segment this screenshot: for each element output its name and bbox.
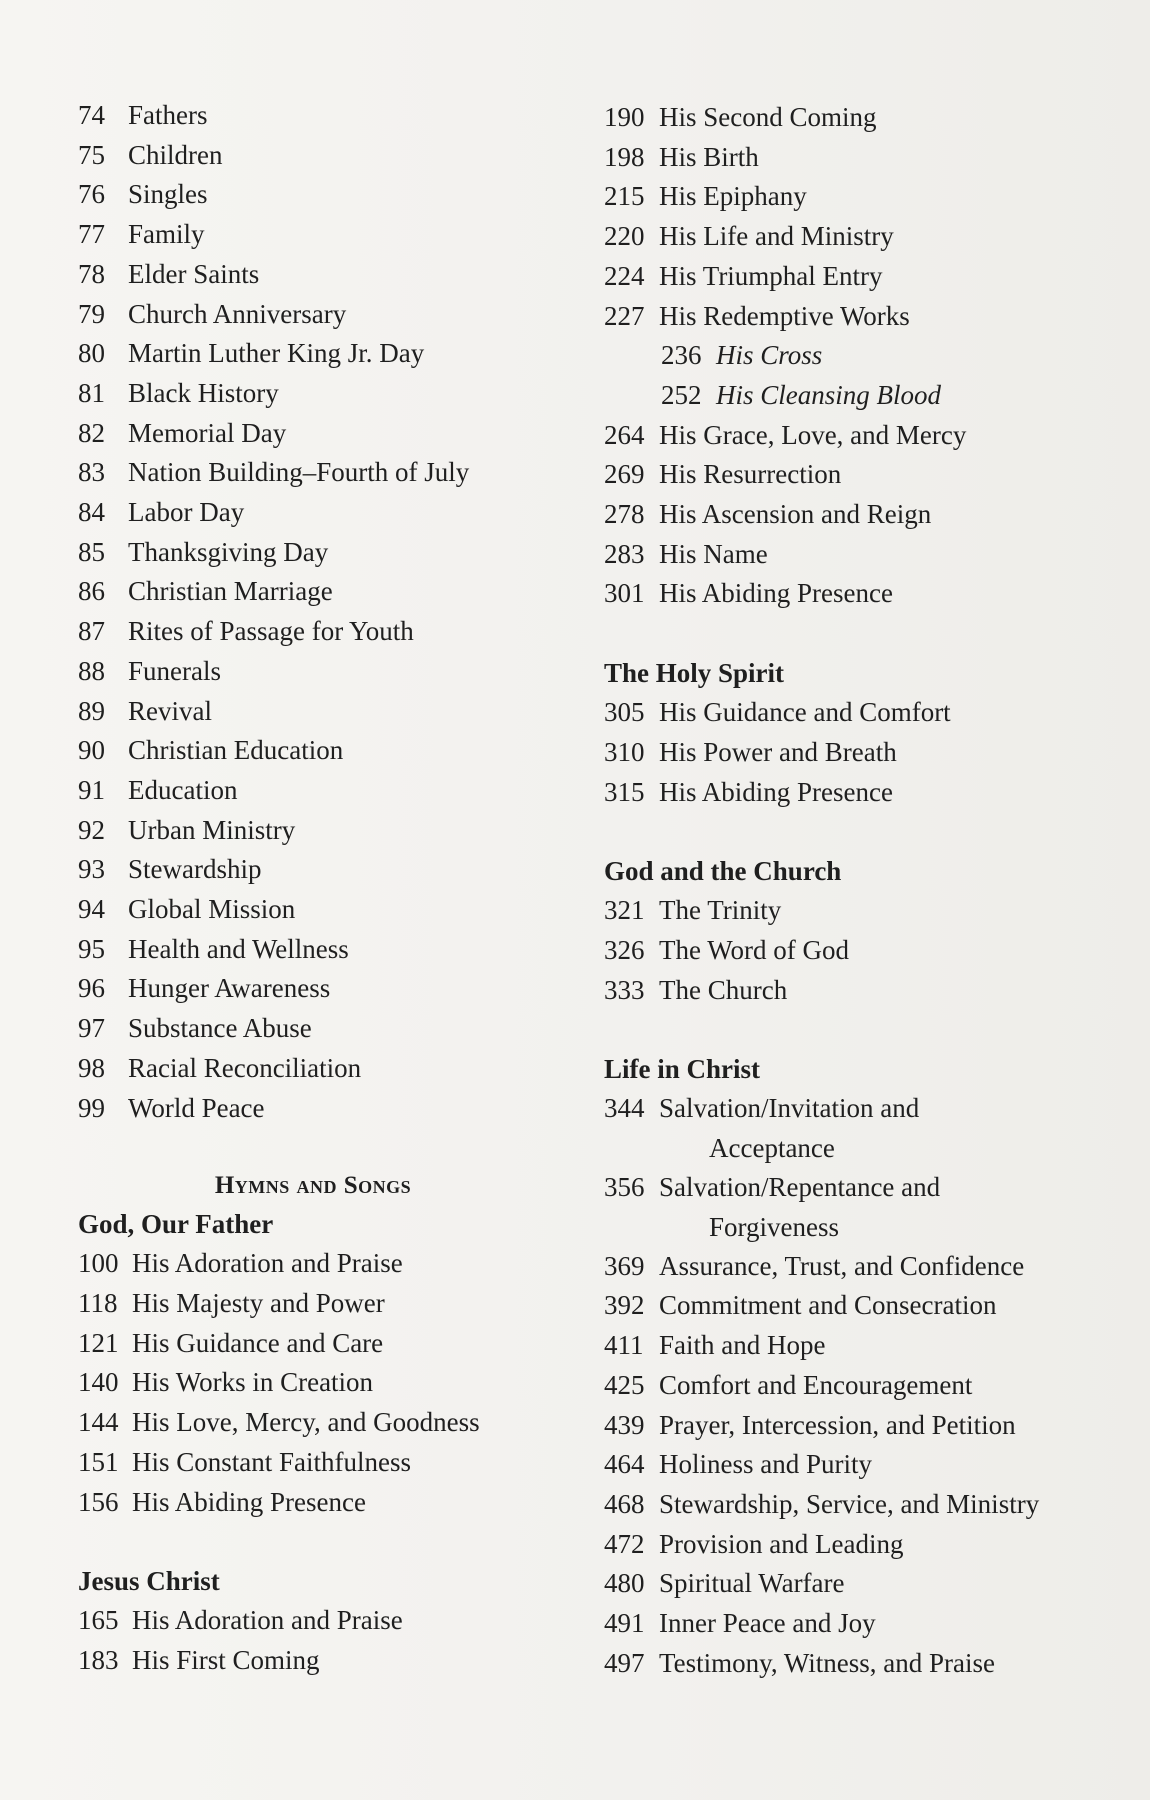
entry-title: Health and Wellness: [128, 933, 349, 964]
entry-number: 236: [661, 340, 702, 371]
entry-title: His Epiphany: [659, 181, 807, 212]
entry-number: 333: [604, 974, 645, 1005]
toc-entry: [78, 612, 548, 652]
toc-entry: [78, 1483, 548, 1523]
entry-number: 326: [604, 934, 645, 965]
entry-number: 86: [78, 576, 105, 607]
toc-entry: [78, 215, 548, 255]
toc-entry: [604, 1089, 1104, 1129]
toc-entry: [604, 733, 1104, 773]
entry-number: 301: [604, 578, 645, 609]
toc-entry: [78, 1601, 548, 1641]
entry-number: 118: [78, 1287, 118, 1318]
toc-entry: [604, 177, 1104, 217]
toc-entry: [604, 297, 1104, 337]
occasions-list: [78, 96, 548, 1128]
entry-number: 85: [78, 536, 105, 567]
toc-entry: [78, 1089, 548, 1129]
entry-number: 74: [78, 100, 105, 130]
jesus-christ-list-left: [78, 1601, 548, 1680]
entry-title: His Abiding Presence: [659, 578, 893, 609]
entry-title: His Redemptive Works: [659, 300, 910, 331]
entry-title: His Triumphal Entry: [659, 260, 883, 291]
entry-title: His Grace, Love, and Mercy: [659, 419, 967, 450]
entry-number: 425: [604, 1369, 645, 1400]
entry-title: Comfort and Encouragement: [659, 1369, 973, 1400]
entry-title: His Abiding Presence: [659, 776, 893, 807]
entry-number: 344: [604, 1093, 645, 1124]
toc-entry: [78, 533, 548, 573]
jesus-christ-list-right: [604, 98, 1104, 336]
entry-number: 83: [78, 457, 105, 488]
entry-number: 278: [604, 499, 645, 530]
entry-title: His Constant Faithfulness: [132, 1446, 412, 1477]
jesus-christ-heading: Jesus Christ: [78, 1566, 220, 1597]
entry-title-continuation: Acceptance: [709, 1133, 835, 1164]
entry-title: Revival: [128, 695, 212, 726]
entry-number: 99: [78, 1092, 105, 1123]
toc-entry: [78, 175, 548, 215]
entry-title: His Power and Breath: [659, 736, 897, 767]
entry-title: Rites of Passage for Youth: [128, 616, 414, 647]
toc-entry: [78, 930, 548, 970]
entry-number: 468: [604, 1488, 645, 1519]
entry-number: 497: [604, 1647, 645, 1678]
entry-title: Elder Saints: [128, 258, 260, 289]
toc-entry: [78, 771, 548, 811]
entry-title: Inner Peace and Joy: [659, 1608, 876, 1639]
entry-number: 305: [604, 697, 645, 728]
left-column: [78, 96, 548, 1681]
toc-entry: [78, 1641, 548, 1681]
entry-number: 464: [604, 1449, 645, 1480]
entry-title: Labor Day: [128, 497, 245, 528]
toc-entry: [78, 1009, 548, 1049]
entry-number: 491: [604, 1608, 645, 1639]
entry-number: 144: [78, 1407, 119, 1438]
toc-entry: [604, 1644, 1104, 1684]
entry-number: 81: [78, 377, 105, 408]
entry-number: 121: [78, 1327, 119, 1358]
entry-number: 310: [604, 736, 645, 767]
entry-number: 80: [78, 338, 105, 369]
entry-number: 264: [604, 419, 645, 450]
entry-number: 269: [604, 459, 645, 490]
entry-number: 89: [78, 695, 105, 726]
entry-title: His Adoration and Praise: [132, 1605, 403, 1636]
toc-entry: [78, 1443, 548, 1483]
entry-number: 82: [78, 417, 105, 448]
entry-number: 75: [78, 139, 105, 170]
toc-entry: [78, 493, 548, 533]
entry-number: 97: [78, 1013, 105, 1044]
toc-entry: [604, 1366, 1104, 1406]
entry-title: Thanksgiving Day: [128, 536, 329, 567]
entry-number: 227: [604, 300, 645, 331]
entry-number: 77: [78, 219, 105, 250]
entry-title: Singles: [128, 179, 208, 210]
toc-entry: [78, 414, 548, 454]
entry-title: Holiness and Purity: [659, 1449, 872, 1480]
entry-title: His Works in Creation: [132, 1367, 374, 1398]
entry-number: 98: [78, 1052, 105, 1083]
toc-entry: [604, 455, 1104, 495]
entry-number: 198: [604, 141, 645, 172]
toc-entry: [604, 495, 1104, 535]
entry-number: 91: [78, 774, 105, 805]
entry-number: 183: [78, 1644, 119, 1675]
toc-entry: [78, 572, 548, 612]
entry-title: Prayer, Intercession, and Petition: [659, 1409, 1016, 1440]
entry-title: Salvation/Invitation and: [659, 1093, 920, 1124]
entry-number: 84: [78, 497, 105, 528]
life-in-christ-list: [604, 1247, 1104, 1684]
entry-number: 88: [78, 655, 105, 686]
entry-title: Urban Ministry: [128, 814, 296, 845]
toc-entry: [604, 217, 1104, 257]
toc-entry: [604, 138, 1104, 178]
entry-number: 439: [604, 1409, 645, 1440]
toc-entry: [78, 692, 548, 732]
toc-entry: [604, 693, 1104, 733]
toc-entry: [604, 336, 1104, 376]
entry-title: Martin Luther King Jr. Day: [128, 338, 425, 369]
entry-title: His Cross: [716, 340, 823, 371]
entry-number: 411: [604, 1330, 644, 1361]
toc-entry: [78, 453, 548, 493]
entry-number: 95: [78, 933, 105, 964]
holy-spirit-heading: The Holy Spirit: [604, 658, 785, 689]
toc-entry: [604, 1406, 1104, 1446]
right-column: [604, 98, 1104, 1684]
entry-number: 165: [78, 1605, 119, 1636]
toc-entry: [78, 96, 548, 136]
toc-entry: [604, 971, 1104, 1011]
entry-title: His Second Coming: [659, 102, 877, 132]
entry-title: Commitment and Consecration: [659, 1290, 997, 1321]
toc-entry: [604, 1326, 1104, 1366]
god-and-church-heading: God and the Church: [604, 856, 842, 887]
toc-entry: [604, 1485, 1104, 1525]
entry-title: His Birth: [659, 141, 759, 172]
toc-entry: [604, 1445, 1104, 1485]
god-our-father-heading: God, Our Father: [78, 1209, 274, 1240]
toc-entry: [78, 1363, 548, 1403]
entry-number: 100: [78, 1248, 119, 1279]
toc-entry: [604, 1525, 1104, 1565]
toc-entry: [78, 334, 548, 374]
entry-title: Testimony, Witness, and Praise: [659, 1647, 995, 1678]
entry-title: Substance Abuse: [128, 1013, 312, 1044]
redemptive-works-sublist: [604, 336, 1104, 415]
toc-entry: [78, 1244, 548, 1284]
entry-number: 79: [78, 298, 105, 329]
toc-entry: [604, 931, 1104, 971]
entry-title: His Name: [659, 538, 768, 569]
entry-title: His Adoration and Praise: [132, 1248, 403, 1279]
entry-title: His Resurrection: [659, 459, 842, 490]
toc-entry: [78, 1403, 548, 1443]
entry-number: 224: [604, 260, 645, 291]
toc-entry: [604, 773, 1104, 813]
god-and-church-list: [604, 891, 1104, 1010]
entry-number: 93: [78, 854, 105, 885]
entry-title: Funerals: [128, 655, 221, 686]
entry-title: Christian Marriage: [128, 576, 333, 607]
entry-number: 472: [604, 1528, 645, 1559]
entry-number: 321: [604, 895, 645, 926]
entry-title: The Church: [659, 974, 788, 1005]
entry-title: Children: [128, 139, 223, 170]
entry-title: His Cleansing Blood: [716, 379, 942, 410]
toc-entry: [604, 574, 1104, 614]
entry-title: Stewardship, Service, and Ministry: [659, 1488, 1040, 1519]
entry-title: Memorial Day: [128, 417, 287, 448]
toc-entry: [78, 890, 548, 930]
toc-entry: [604, 1168, 1104, 1208]
toc-entry: [604, 1564, 1104, 1604]
entry-title: Fathers: [128, 100, 208, 130]
toc-entry: [78, 374, 548, 414]
entry-number: 94: [78, 894, 105, 925]
entry-number: 283: [604, 538, 645, 569]
entry-title: Stewardship: [128, 854, 262, 885]
entry-title: Assurance, Trust, and Confidence: [659, 1250, 1025, 1281]
toc-entry: [78, 255, 548, 295]
entry-number: 392: [604, 1290, 645, 1321]
toc-entry: [604, 891, 1104, 931]
toc-entry: [78, 731, 548, 771]
entry-number: 315: [604, 776, 645, 807]
entry-title: Black History: [128, 377, 279, 408]
entry-number: 92: [78, 814, 105, 845]
entry-number: 220: [604, 221, 645, 252]
holy-spirit-list: [604, 693, 1104, 812]
entry-title-continuation: Forgiveness: [709, 1211, 840, 1242]
toc-entry: [78, 652, 548, 692]
entry-title: His Guidance and Comfort: [659, 697, 951, 728]
entry-title: Salvation/Repentance and: [659, 1172, 941, 1203]
toc-entry: [78, 295, 548, 335]
toc-entry: [604, 535, 1104, 575]
entry-title: World Peace: [128, 1092, 265, 1123]
toc-entry: [78, 969, 548, 1009]
entry-number: 90: [78, 735, 105, 766]
entry-title: Faith and Hope: [659, 1330, 826, 1361]
entry-title: Global Mission: [128, 894, 296, 925]
entry-number: 480: [604, 1568, 645, 1599]
life-in-christ-wrapped-list: [604, 1089, 1104, 1246]
jesus-christ-list-right-2: [604, 416, 1104, 615]
toc-entry: [78, 850, 548, 890]
entry-title: His First Coming: [132, 1644, 320, 1675]
entry-title: His Majesty and Power: [132, 1287, 385, 1318]
toc-entry: [78, 1324, 548, 1364]
entry-number: 356: [604, 1172, 645, 1203]
toc-entry: [78, 1284, 548, 1324]
entry-title: His Love, Mercy, and Goodness: [132, 1407, 480, 1438]
entry-title: Hunger Awareness: [128, 973, 331, 1004]
life-in-christ-heading: Life in Christ: [604, 1054, 761, 1085]
toc-entry: [78, 136, 548, 176]
entry-title: His Abiding Presence: [132, 1486, 366, 1517]
entry-title: Racial Reconciliation: [128, 1052, 362, 1083]
entry-title: Nation Building–Fourth of July: [128, 457, 470, 488]
entry-title: Church Anniversary: [128, 298, 347, 329]
toc-entry: [604, 416, 1104, 456]
entry-number: 78: [78, 258, 105, 289]
entry-number: 151: [78, 1446, 119, 1477]
toc-entry: [604, 1286, 1104, 1326]
entry-title: The Trinity: [659, 895, 782, 926]
entry-title: Christian Education: [128, 735, 344, 766]
entry-number: 369: [604, 1250, 645, 1281]
entry-number: 96: [78, 973, 105, 1004]
entry-number: 252: [661, 379, 702, 410]
entry-number: 156: [78, 1486, 119, 1517]
toc-entry: [604, 98, 1104, 138]
toc-entry: [604, 376, 1104, 416]
entry-title: His Life and Ministry: [659, 221, 894, 252]
god-our-father-list: [78, 1244, 548, 1522]
entry-number: 190: [604, 102, 645, 132]
toc-entry: [604, 257, 1104, 297]
entry-title: The Word of God: [659, 934, 850, 965]
entry-title: Provision and Leading: [659, 1528, 904, 1559]
entry-number: 215: [604, 181, 645, 212]
toc-entry: [78, 811, 548, 851]
entry-title: His Ascension and Reign: [659, 499, 932, 530]
entry-title: His Guidance and Care: [132, 1327, 384, 1358]
toc-entry: [604, 1604, 1104, 1644]
entry-title: Family: [128, 219, 205, 250]
toc-entry: [604, 1247, 1104, 1287]
entry-title: Education: [128, 774, 238, 805]
hymns-and-songs-heading: Hymns and Songs: [214, 1172, 412, 1200]
entry-number: 87: [78, 616, 105, 647]
entry-number: 140: [78, 1367, 119, 1398]
entry-number: 76: [78, 179, 105, 210]
entry-title: Spiritual Warfare: [659, 1568, 845, 1599]
toc-entry: [78, 1049, 548, 1089]
